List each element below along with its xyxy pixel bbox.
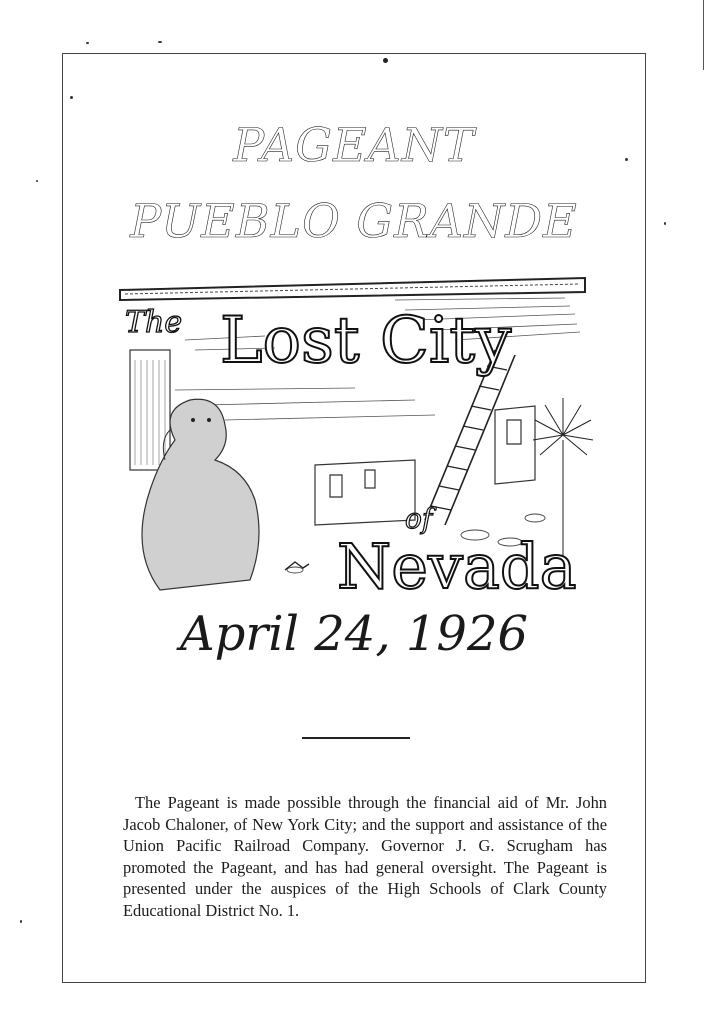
divider-rule <box>302 737 410 739</box>
title-line-1: PAGEANT <box>233 118 475 172</box>
illustration-small-word-of: of <box>405 502 433 535</box>
lost-city-illustration <box>115 270 595 630</box>
scan-speck <box>36 180 38 182</box>
illustration-small-word: The <box>125 305 183 340</box>
punch-mark <box>383 58 388 63</box>
scan-speck <box>664 222 666 225</box>
pageant-date: April 24, 1926 <box>179 606 529 662</box>
scan-edge-line <box>703 0 704 70</box>
illustration-lost-city: Lost City <box>220 304 512 378</box>
scan-speck <box>158 41 162 43</box>
illustration-nevada: Nevada <box>337 530 577 603</box>
title-line-2: PUEBLO GRANDE <box>130 194 578 248</box>
credits-paragraph: The Pageant is made possible through the financial aid of Mr. John Jacob Chaloner, of New York City; and the support and assistance of the Union Pacific Railroad Company. Governor J. G. Scrugham has promoted the Pageant, and has had general oversight. The Pageant is presented under the auspices of the High Schools of Clark County Educational District No. 1. <box>123 793 607 920</box>
scan-speck <box>86 42 89 44</box>
scan-speck <box>20 920 22 923</box>
